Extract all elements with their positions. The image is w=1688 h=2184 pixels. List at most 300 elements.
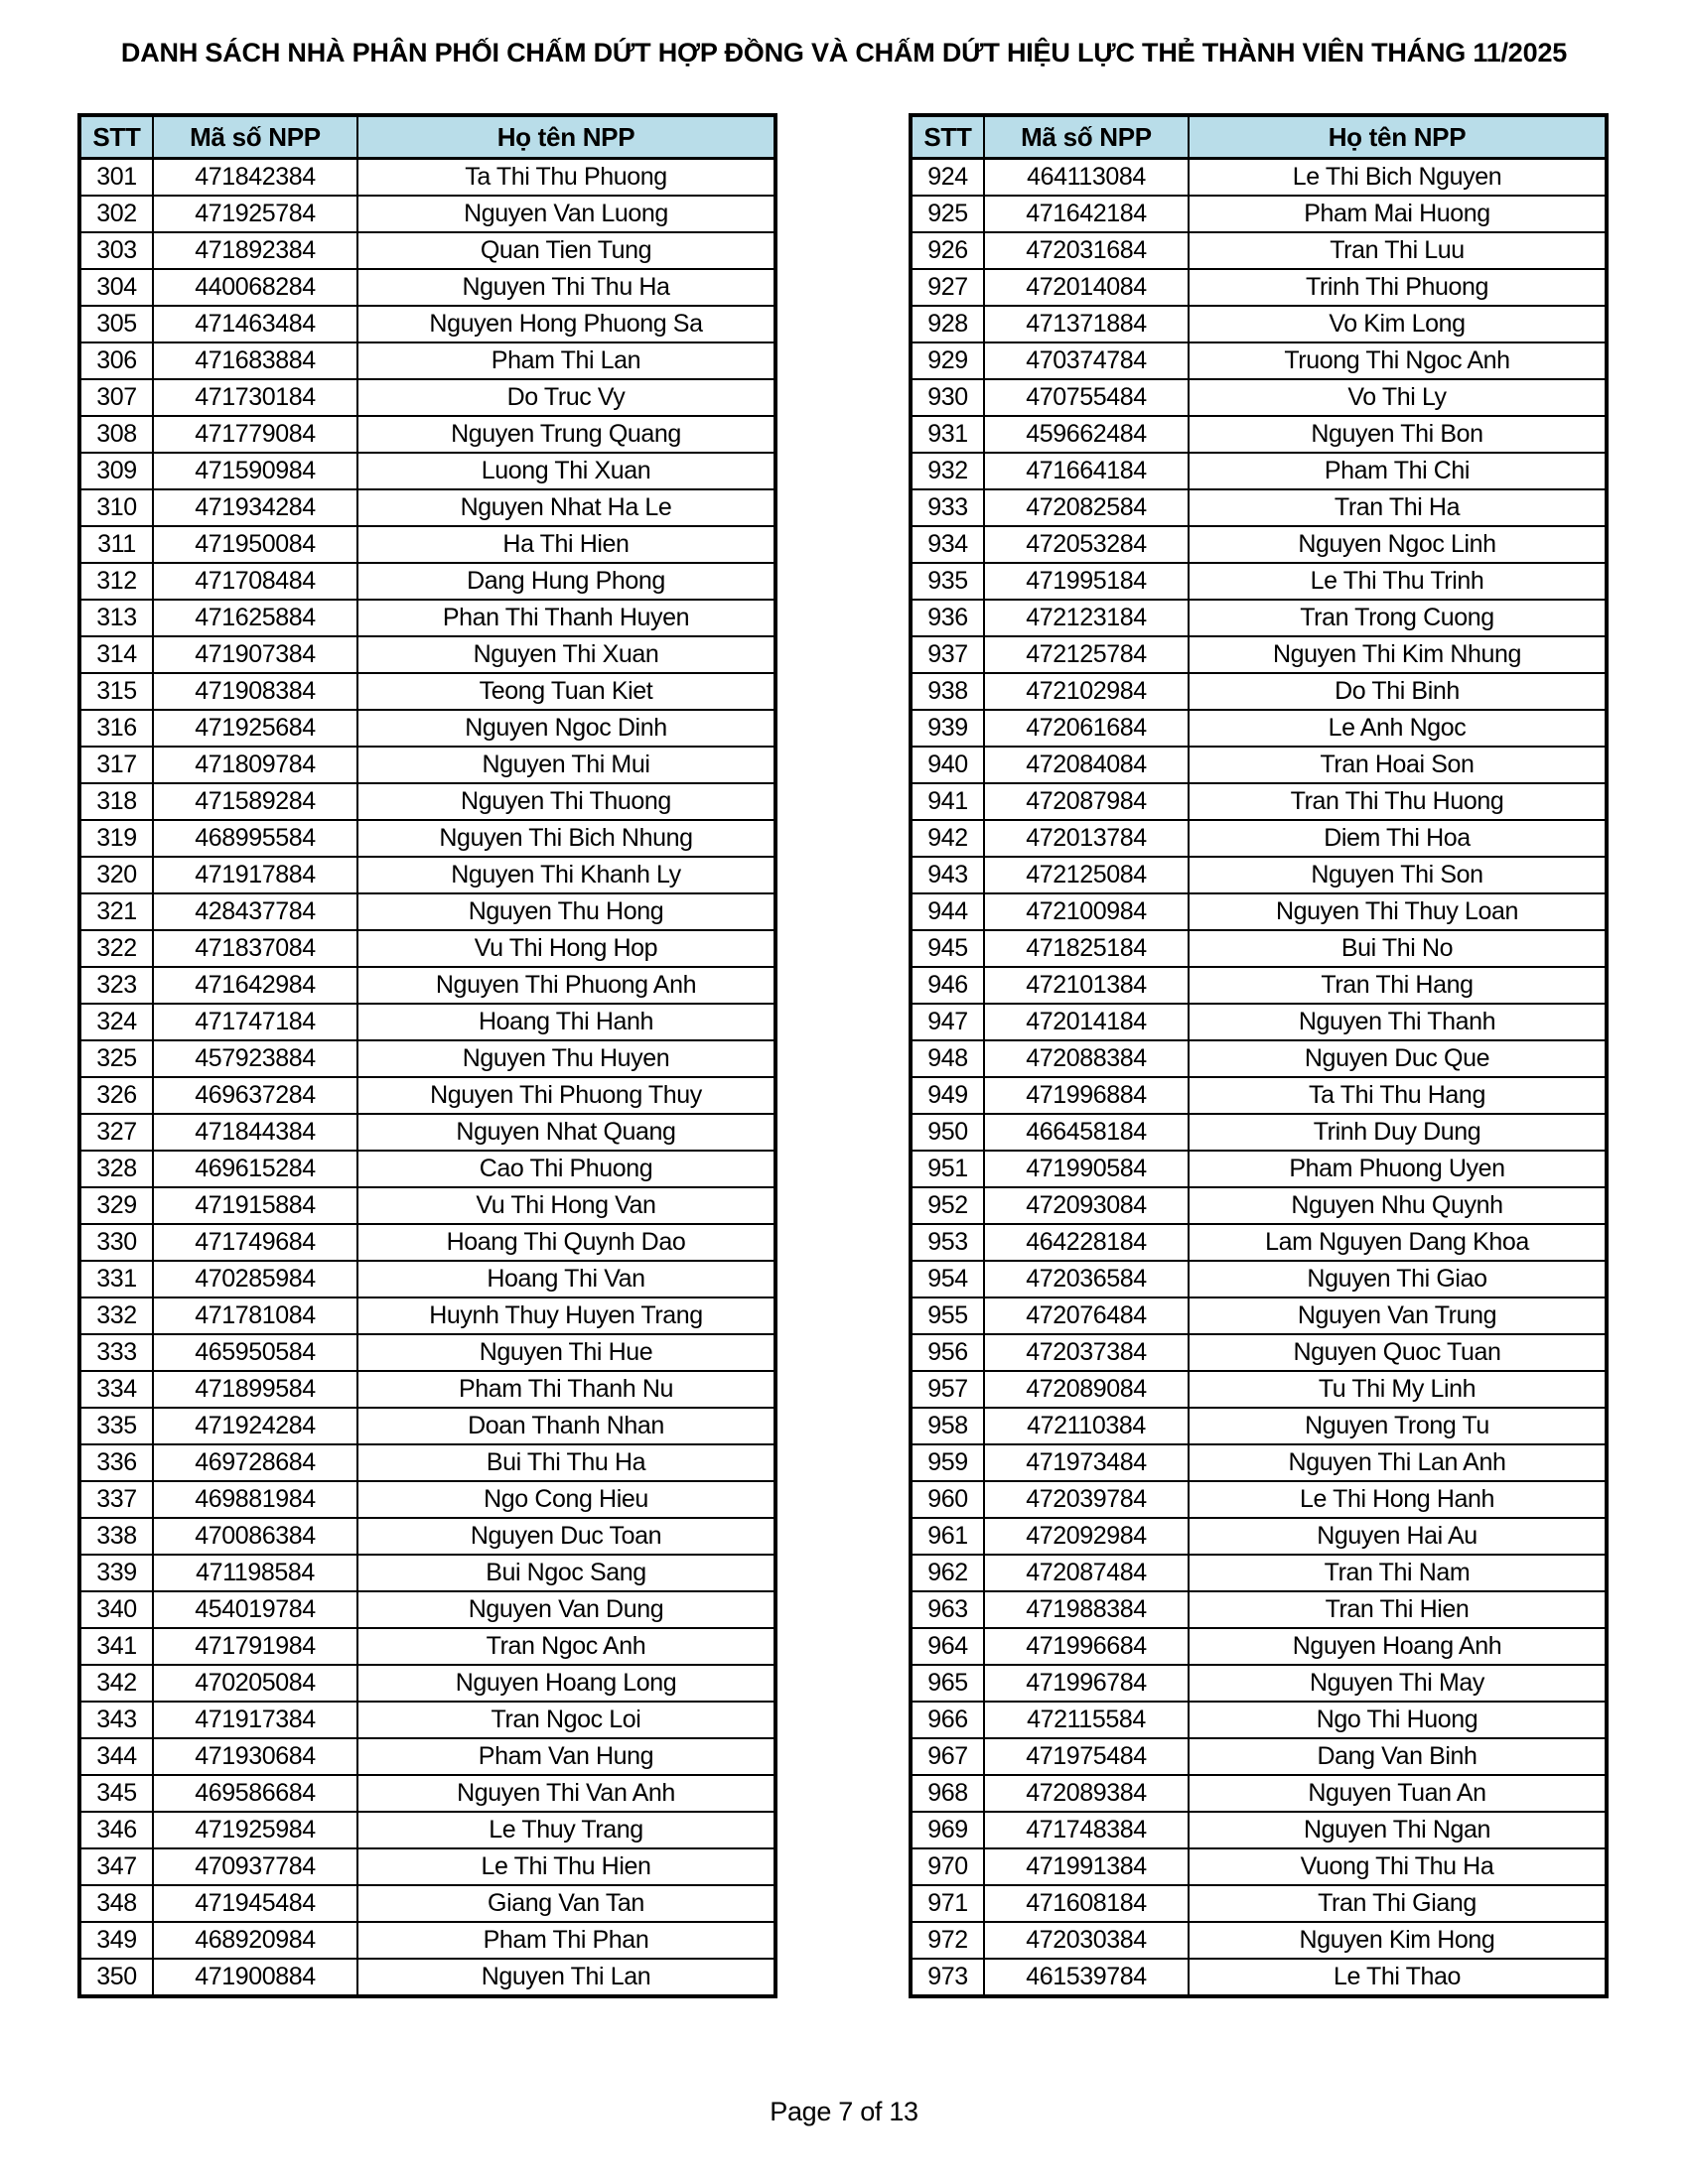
npp-code-cell: 471837084 [153,930,357,967]
table-row [79,1591,775,1628]
table-header-row [79,115,775,159]
table-row [79,1665,775,1702]
stt-cell: 962 [911,1555,984,1591]
npp-name-cell: Nguyen Hong Phuong Sa [357,306,775,342]
page-title: DANH SÁCH NHÀ PHÂN PHỐI CHẤM DỨT HỢP ĐỒNG VÀ CHẤM DỨT HIỆU LỰC THẺ THÀNH VIÊN THÁNG 11/2025 [120,38,1568,68]
stt-cell: 934 [911,526,984,563]
npp-name-cell: Nguyen Trung Quang [357,416,775,453]
npp-name-cell: Nguyen Thi Thuy Loan [1189,893,1607,930]
stt-cell: 330 [79,1224,153,1261]
npp-name-cell: Nguyen Thi Bich Nhung [357,820,775,857]
npp-code-cell: 471779084 [153,416,357,453]
npp-name-cell: Nguyen Trong Tu [1189,1408,1607,1444]
npp-code-cell: 471664184 [984,453,1189,489]
npp-code-cell: 471625884 [153,600,357,636]
npp-name-cell: Pham Mai Huong [1189,196,1607,232]
npp-name-cell: Nguyen Hoang Anh [1189,1628,1607,1665]
npp-code-cell: 472087484 [984,1555,1189,1591]
npp-code-cell: 440068284 [153,269,357,306]
npp-name-cell: Huynh Thuy Huyen Trang [357,1297,775,1334]
npp-code-cell: 471996784 [984,1665,1189,1702]
stt-cell: 941 [911,783,984,820]
table-row [79,232,775,269]
npp-name-cell: Le Thi Thu Trinh [1189,563,1607,600]
npp-code-cell: 459662484 [984,416,1189,453]
npp-name-cell: Tran Thi Nam [1189,1555,1607,1591]
npp-code-cell: 472100984 [984,893,1189,930]
stt-cell: 936 [911,600,984,636]
table-header-row [911,115,1607,159]
column-header-stt: STT [79,115,153,159]
table-row [79,1885,775,1922]
table-row [79,1261,775,1297]
table-row [79,1114,775,1151]
stt-cell: 972 [911,1922,984,1959]
npp-code-cell: 471747184 [153,1004,357,1040]
npp-name-cell: Nguyen Thi Xuan [357,636,775,673]
table-row [79,1738,775,1775]
table-row [911,232,1607,269]
table-row [911,563,1607,600]
npp-code-cell: 472030384 [984,1922,1189,1959]
npp-code-cell: 468920984 [153,1922,357,1959]
npp-code-cell: 471198584 [153,1555,357,1591]
stt-cell: 968 [911,1775,984,1812]
table-row [911,1812,1607,1848]
stt-cell: 930 [911,379,984,416]
npp-code-cell: 457923884 [153,1040,357,1077]
npp-code-cell: 471995184 [984,563,1189,600]
stt-cell: 925 [911,196,984,232]
npp-code-cell: 461539784 [984,1959,1189,1996]
npp-code-cell: 472089384 [984,1775,1189,1812]
npp-code-cell: 472036584 [984,1261,1189,1297]
column-header-npp-name: Họ tên NPP [1189,115,1607,159]
stt-cell: 341 [79,1628,153,1665]
stt-cell: 323 [79,967,153,1004]
npp-code-cell: 472014084 [984,269,1189,306]
npp-code-cell: 469615284 [153,1151,357,1187]
table-row [79,489,775,526]
npp-code-cell: 471730184 [153,379,357,416]
npp-code-cell: 471990584 [984,1151,1189,1187]
npp-name-cell: Tran Thi Thu Huong [1189,783,1607,820]
table-row [79,306,775,342]
table-row [79,857,775,893]
table-row [79,893,775,930]
stt-cell: 947 [911,1004,984,1040]
npp-code-cell: 454019784 [153,1591,357,1628]
npp-code-cell: 470205084 [153,1665,357,1702]
table-row [911,636,1607,673]
table-row [911,1738,1607,1775]
npp-name-cell: Nguyen Nhat Quang [357,1114,775,1151]
stt-cell: 935 [911,563,984,600]
npp-code-cell: 471907384 [153,636,357,673]
table-row [911,893,1607,930]
table-row [79,1628,775,1665]
npp-name-cell: Tu Thi My Linh [1189,1371,1607,1408]
stt-cell: 971 [911,1885,984,1922]
table-row [911,1077,1607,1114]
stt-cell: 317 [79,747,153,783]
npp-name-cell: Le Thi Thao [1189,1959,1607,1996]
npp-code-cell: 471950084 [153,526,357,563]
table-row [79,747,775,783]
table-row [911,1555,1607,1591]
stt-cell: 313 [79,600,153,636]
npp-name-cell: Tran Ngoc Loi [357,1702,775,1738]
npp-code-cell: 472125784 [984,636,1189,673]
npp-name-cell: Tran Trong Cuong [1189,600,1607,636]
stt-cell: 319 [79,820,153,857]
npp-name-cell: Le Thi Hong Hanh [1189,1481,1607,1518]
npp-code-cell: 471996684 [984,1628,1189,1665]
npp-code-cell: 471371884 [984,306,1189,342]
npp-name-cell: Nguyen Van Trung [1189,1297,1607,1334]
npp-code-cell: 471708484 [153,563,357,600]
stt-cell: 946 [911,967,984,1004]
table-row [911,1591,1607,1628]
stt-cell: 927 [911,269,984,306]
npp-name-cell: Phan Thi Thanh Huyen [357,600,775,636]
table-row [79,1444,775,1481]
stt-cell: 950 [911,1114,984,1151]
npp-code-cell: 471908384 [153,673,357,710]
table-row [911,416,1607,453]
npp-name-cell: Hoang Thi Quynh Dao [357,1224,775,1261]
column-header-npp-code: Mã số NPP [153,115,357,159]
stt-cell: 307 [79,379,153,416]
table-row [911,673,1607,710]
npp-name-cell: Nguyen Thi Thanh [1189,1004,1607,1040]
npp-name-cell: Nguyen Thi Thu Ha [357,269,775,306]
table-row [911,1848,1607,1885]
npp-code-cell: 472089084 [984,1371,1189,1408]
npp-name-cell: Nguyen Thi Bon [1189,416,1607,453]
table-row [79,1371,775,1408]
table-row [79,1040,775,1077]
stt-cell: 304 [79,269,153,306]
npp-name-cell: Hoang Thi Hanh [357,1004,775,1040]
npp-name-cell: Tran Thi Giang [1189,1885,1607,1922]
stt-cell: 305 [79,306,153,342]
npp-code-cell: 469728684 [153,1444,357,1481]
stt-cell: 963 [911,1591,984,1628]
npp-code-cell: 471988384 [984,1591,1189,1628]
table-row [79,1334,775,1371]
npp-code-cell: 471589284 [153,783,357,820]
npp-name-cell: Ha Thi Hien [357,526,775,563]
npp-code-cell: 471934284 [153,489,357,526]
table-row [79,1297,775,1334]
npp-code-cell: 471924284 [153,1408,357,1444]
stt-cell: 943 [911,857,984,893]
stt-cell: 340 [79,1591,153,1628]
table-row [911,1518,1607,1555]
npp-name-cell: Nguyen Thi Phuong Thuy [357,1077,775,1114]
npp-code-cell: 471608184 [984,1885,1189,1922]
table-row [911,159,1607,197]
table-row [79,967,775,1004]
stt-cell: 964 [911,1628,984,1665]
npp-name-cell: Tran Thi Ha [1189,489,1607,526]
table-row [79,563,775,600]
npp-name-cell: Le Thi Bich Nguyen [1189,159,1607,197]
stt-cell: 321 [79,893,153,930]
npp-name-cell: Pham Thi Lan [357,342,775,379]
table-row [911,306,1607,342]
table-row [911,967,1607,1004]
npp-code-cell: 471683884 [153,342,357,379]
npp-code-cell: 464228184 [984,1224,1189,1261]
npp-code-cell: 470937784 [153,1848,357,1885]
npp-name-cell: Pham Van Hung [357,1738,775,1775]
table-row [911,1959,1607,1996]
table-row [79,1224,775,1261]
npp-table-right [909,113,1609,1998]
npp-name-cell: Hoang Thi Van [357,1261,775,1297]
npp-code-cell: 472084084 [984,747,1189,783]
stt-cell: 349 [79,1922,153,1959]
table-row [911,1408,1607,1444]
table-row [911,379,1607,416]
npp-name-cell: Le Thi Thu Hien [357,1848,775,1885]
npp-code-cell: 471463484 [153,306,357,342]
npp-code-cell: 471748384 [984,1812,1189,1848]
npp-name-cell: Le Anh Ngoc [1189,710,1607,747]
npp-code-cell: 471991384 [984,1848,1189,1885]
npp-name-cell: Trinh Duy Dung [1189,1114,1607,1151]
table-row [79,159,775,197]
table-row [79,526,775,563]
table-row [79,930,775,967]
npp-name-cell: Nguyen Thi Kim Nhung [1189,636,1607,673]
npp-code-cell: 471975484 [984,1738,1189,1775]
npp-code-cell: 472088384 [984,1040,1189,1077]
table-row [79,379,775,416]
npp-code-cell: 472101384 [984,967,1189,1004]
table-row [79,453,775,489]
stt-cell: 337 [79,1481,153,1518]
npp-name-cell: Tran Thi Hien [1189,1591,1607,1628]
npp-code-cell: 472039784 [984,1481,1189,1518]
table-row [79,269,775,306]
table-row [79,710,775,747]
npp-code-cell: 466458184 [984,1114,1189,1151]
table-row [911,1004,1607,1040]
stt-cell: 345 [79,1775,153,1812]
npp-name-cell: Nguyen Thi Van Anh [357,1775,775,1812]
npp-code-cell: 471781084 [153,1297,357,1334]
stt-cell: 967 [911,1738,984,1775]
table-row [79,1848,775,1885]
npp-name-cell: Ta Thi Thu Hang [1189,1077,1607,1114]
npp-code-cell: 471996884 [984,1077,1189,1114]
stt-cell: 312 [79,563,153,600]
npp-name-cell: Dang Hung Phong [357,563,775,600]
npp-code-cell: 471917884 [153,857,357,893]
stt-cell: 338 [79,1518,153,1555]
npp-name-cell: Tran Thi Hang [1189,967,1607,1004]
stt-cell: 945 [911,930,984,967]
stt-cell: 965 [911,1665,984,1702]
table-row [79,1922,775,1959]
stt-cell: 949 [911,1077,984,1114]
table-row [79,820,775,857]
table-row [911,1297,1607,1334]
npp-name-cell: Vu Thi Hong Van [357,1187,775,1224]
table-row [79,673,775,710]
npp-name-cell: Nguyen Thi Khanh Ly [357,857,775,893]
npp-code-cell: 472092984 [984,1518,1189,1555]
npp-code-cell: 428437784 [153,893,357,930]
npp-code-cell: 471917384 [153,1702,357,1738]
stt-cell: 308 [79,416,153,453]
npp-code-cell: 472087984 [984,783,1189,820]
npp-code-cell: 471930684 [153,1738,357,1775]
stt-cell: 301 [79,159,153,197]
table-row [911,1151,1607,1187]
stt-cell: 933 [911,489,984,526]
table-row [911,857,1607,893]
stt-cell: 956 [911,1334,984,1371]
stt-cell: 958 [911,1408,984,1444]
npp-code-cell: 469881984 [153,1481,357,1518]
tables-container [77,113,1609,1998]
npp-name-cell: Dang Van Binh [1189,1738,1607,1775]
npp-name-cell: Vo Kim Long [1189,306,1607,342]
table-row [911,1334,1607,1371]
npp-code-cell: 472061684 [984,710,1189,747]
stt-cell: 931 [911,416,984,453]
stt-cell: 929 [911,342,984,379]
stt-cell: 960 [911,1481,984,1518]
stt-cell: 959 [911,1444,984,1481]
stt-cell: 346 [79,1812,153,1848]
stt-cell: 973 [911,1959,984,1996]
stt-cell: 344 [79,1738,153,1775]
table-row [79,636,775,673]
table-row [911,1702,1607,1738]
npp-name-cell: Trinh Thi Phuong [1189,269,1607,306]
stt-cell: 325 [79,1040,153,1077]
npp-name-cell: Pham Thi Thanh Nu [357,1371,775,1408]
npp-code-cell: 472115584 [984,1702,1189,1738]
table-row [79,1812,775,1848]
stt-cell: 342 [79,1665,153,1702]
npp-code-cell: 472053284 [984,526,1189,563]
npp-name-cell: Vo Thi Ly [1189,379,1607,416]
table-row [911,820,1607,857]
stt-cell: 335 [79,1408,153,1444]
npp-code-cell: 469586684 [153,1775,357,1812]
npp-name-cell: Bui Ngoc Sang [357,1555,775,1591]
npp-name-cell: Nguyen Thi Thuong [357,783,775,820]
table-row [79,1077,775,1114]
npp-name-cell: Nguyen Thu Huyen [357,1040,775,1077]
stt-cell: 926 [911,232,984,269]
stt-cell: 334 [79,1371,153,1408]
table-row [79,1555,775,1591]
table-row [911,453,1607,489]
npp-code-cell: 472110384 [984,1408,1189,1444]
npp-name-cell: Nguyen Thi Ngan [1189,1812,1607,1848]
table-row [911,342,1607,379]
npp-code-cell: 471791984 [153,1628,357,1665]
npp-name-cell: Nguyen Nhat Ha Le [357,489,775,526]
npp-code-cell: 471749684 [153,1224,357,1261]
npp-code-cell: 470374784 [984,342,1189,379]
npp-code-cell: 472125084 [984,857,1189,893]
stt-cell: 948 [911,1040,984,1077]
table-row [911,489,1607,526]
column-header-stt: STT [911,115,984,159]
stt-cell: 924 [911,159,984,197]
stt-cell: 937 [911,636,984,673]
table-row [911,930,1607,967]
stt-cell: 302 [79,196,153,232]
npp-name-cell: Pham Phuong Uyen [1189,1151,1607,1187]
npp-code-cell: 471809784 [153,747,357,783]
stt-cell: 331 [79,1261,153,1297]
npp-name-cell: Nguyen Van Luong [357,196,775,232]
stt-cell: 314 [79,636,153,673]
table-row [911,1481,1607,1518]
stt-cell: 939 [911,710,984,747]
table-row [79,342,775,379]
stt-cell: 332 [79,1297,153,1334]
npp-name-cell: Nguyen Quoc Tuan [1189,1334,1607,1371]
stt-cell: 320 [79,857,153,893]
npp-code-cell: 471892384 [153,232,357,269]
stt-cell: 326 [79,1077,153,1114]
table-row [911,1187,1607,1224]
table-row [79,1959,775,1996]
npp-code-cell: 472102984 [984,673,1189,710]
npp-name-cell: Nguyen Thi Lan [357,1959,775,1996]
table-row [911,1885,1607,1922]
npp-name-cell: Vuong Thi Thu Ha [1189,1848,1607,1885]
stt-cell: 350 [79,1959,153,1996]
stt-cell: 311 [79,526,153,563]
table-row [79,600,775,636]
npp-name-cell: Nguyen Thi Phuong Anh [357,967,775,1004]
npp-name-cell: Nguyen Nhu Quynh [1189,1187,1607,1224]
stt-cell: 322 [79,930,153,967]
table-row [911,1628,1607,1665]
npp-name-cell: Doan Thanh Nhan [357,1408,775,1444]
table-row [911,526,1607,563]
npp-name-cell: Tran Thi Luu [1189,232,1607,269]
stt-cell: 303 [79,232,153,269]
table-row [911,1775,1607,1812]
table-row [911,269,1607,306]
npp-code-cell: 471973484 [984,1444,1189,1481]
npp-name-cell: Vu Thi Hong Hop [357,930,775,967]
npp-code-cell: 470755484 [984,379,1189,416]
npp-name-cell: Nguyen Hoang Long [357,1665,775,1702]
npp-name-cell: Pham Thi Chi [1189,453,1607,489]
stt-cell: 969 [911,1812,984,1848]
column-header-npp-code: Mã số NPP [984,115,1189,159]
npp-name-cell: Tran Hoai Son [1189,747,1607,783]
npp-name-cell: Nguyen Thi Lan Anh [1189,1444,1607,1481]
table-row [911,1261,1607,1297]
stt-cell: 324 [79,1004,153,1040]
npp-name-cell: Nguyen Thi May [1189,1665,1607,1702]
stt-cell: 961 [911,1518,984,1555]
